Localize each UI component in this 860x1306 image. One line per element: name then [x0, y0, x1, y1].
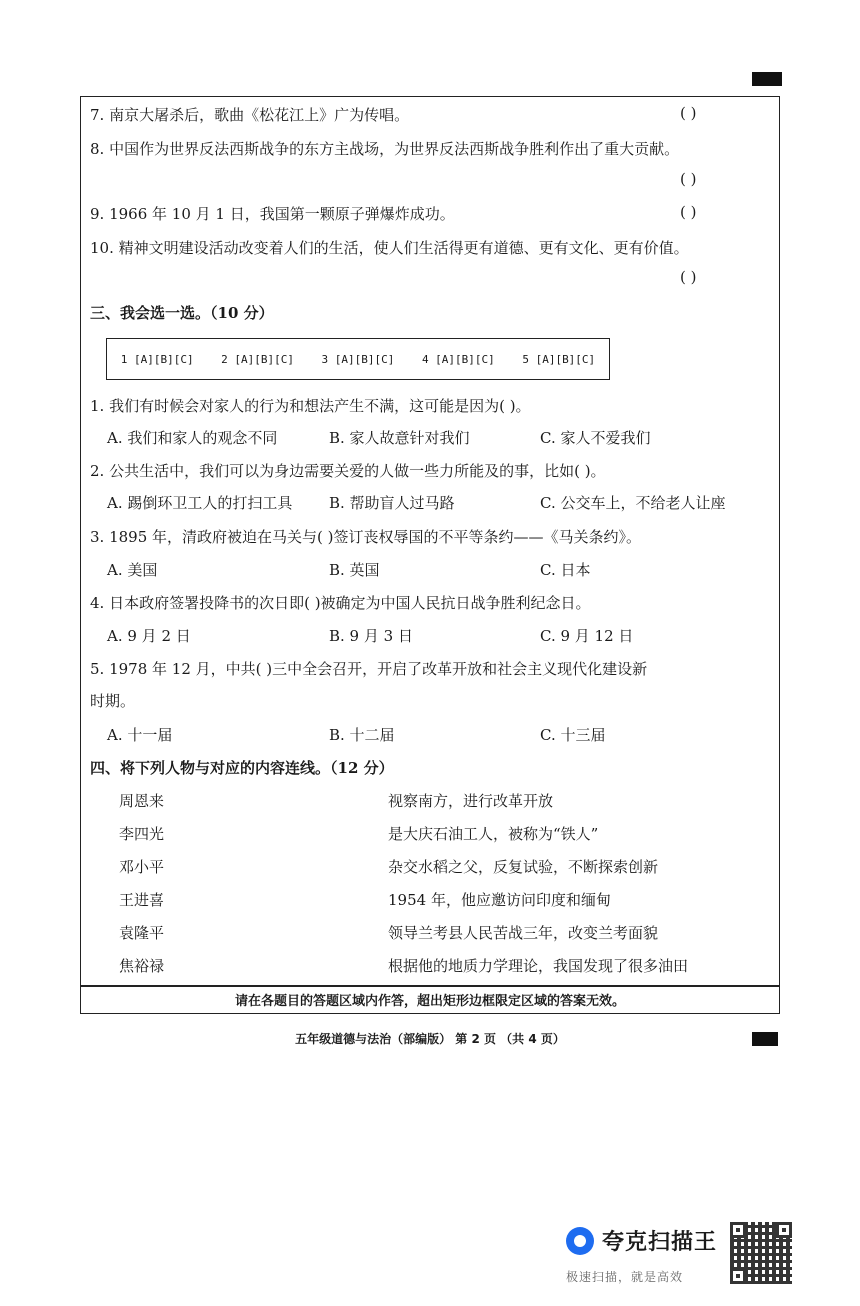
judge-item-8: 8. 中国作为世界反法西斯战争的东方主战场，为世界反法西斯战争胜利作出了重大贡献。	[90, 140, 680, 158]
person-name[interactable]: 王进喜	[119, 891, 165, 909]
choice-question-1: 1. 我们有时候会对家人的行为和想法产生不满，这可能是因为( )。	[90, 397, 531, 415]
choice-question-4: 4. 日本政府签署投降书的次日即( )被确定为中国人民抗日战争胜利纪念日。	[90, 594, 591, 612]
match-description[interactable]: 1954 年，他应邀访问印度和缅甸	[388, 891, 611, 909]
choice-question-5: 5. 1978 年 12 月，中共( )三中全会召开，开启了改革开放和社会主义现代化建设新	[90, 660, 648, 678]
answer-paren-9[interactable]: ( )	[680, 203, 697, 221]
judge-item-9: 9. 1966 年 10 月 1 日，我国第一颗原子弹爆炸成功。	[90, 205, 455, 223]
watermark-brand-name: 夸克扫描王	[602, 1230, 718, 1255]
choice-option: A. 9 月 2 日	[107, 627, 191, 645]
match-description[interactable]: 杂交水稻之父，反复试验，不断探索创新	[388, 858, 659, 876]
page-footer: 五年级道德与法治（部编版） 第 2 页 （共 4 页）	[295, 1032, 565, 1046]
choice-question-5-continued: 时期。	[90, 692, 136, 710]
notice-divider	[80, 985, 780, 987]
judge-item-7: 7. 南京大屠杀后，歌曲《松花江上》广为传唱。	[90, 106, 410, 124]
choice-option: C. 公交车上，不给老人让座	[540, 494, 726, 512]
scanner-watermark	[566, 1225, 717, 1256]
choice-option: A. 踢倒环卫工人的打扫工具	[107, 494, 293, 512]
choice-option: B. 帮助盲人过马路	[329, 494, 455, 512]
match-description[interactable]: 领导兰考县人民苦战三年，改变兰考面貌	[388, 924, 659, 942]
match-description[interactable]: 根据他的地质力学理论，我国发现了很多油田	[388, 957, 689, 975]
alignment-marker-top	[752, 72, 782, 86]
person-name[interactable]: 李四光	[119, 825, 165, 843]
choice-option: C. 十三届	[540, 726, 606, 744]
choice-question-2: 2. 公共生活中，我们可以为身边需要关爱的人做一些力所能及的事，比如( )。	[90, 462, 606, 480]
answer-sheet-box	[106, 338, 610, 380]
choice-option: C. 日本	[540, 561, 591, 579]
watermark-slogan: 极速扫描，就是高效	[566, 1270, 684, 1284]
choice-option: B. 英国	[329, 561, 380, 579]
qr-code-icon	[730, 1222, 792, 1284]
match-description[interactable]: 是大庆石油工人，被称为“铁人”	[388, 825, 599, 843]
answer-sheet-item-2[interactable]: 2 [A][B][C]	[221, 352, 295, 366]
answer-sheet-item-5[interactable]: 5 [A][B][C]	[522, 352, 596, 366]
choice-option: B. 9 月 3 日	[329, 627, 413, 645]
person-name[interactable]: 焦裕禄	[119, 957, 165, 975]
choice-option: A. 我们和家人的观念不同	[107, 429, 278, 447]
choice-option: A. 十一届	[107, 726, 173, 744]
choice-option: B. 十二届	[329, 726, 395, 744]
choice-question-3: 3. 1895 年，清政府被迫在马关与( )签订丧权辱国的不平等条约——《马关条约》。	[90, 528, 641, 546]
answer-paren-8[interactable]: ( )	[680, 170, 697, 188]
answer-sheet-item-3[interactable]: 3 [A][B][C]	[321, 352, 395, 366]
answer-sheet-item-1[interactable]: 1 [A][B][C]	[120, 352, 194, 366]
choice-option: A. 美国	[107, 561, 158, 579]
choice-option: C. 9 月 12 日	[540, 627, 634, 645]
person-name[interactable]: 周恩来	[119, 792, 165, 810]
answer-sheet-item-4[interactable]: 4 [A][B][C]	[421, 352, 495, 366]
quark-logo-icon	[566, 1227, 594, 1255]
match-description[interactable]: 视察南方，进行改革开放	[388, 792, 554, 810]
person-name[interactable]: 袁隆平	[119, 924, 165, 942]
person-name[interactable]: 邓小平	[119, 858, 165, 876]
judge-item-10: 10. 精神文明建设活动改变着人们的生活，使人们生活得更有道德、更有文化、更有价值。	[90, 239, 689, 257]
choice-option: C. 家人不爱我们	[540, 429, 651, 447]
choice-option: B. 家人故意针对我们	[329, 429, 470, 447]
answer-area-notice: 请在各题目的答题区域内作答，超出矩形边框限定区域的答案无效。	[234, 994, 625, 1009]
section-3-title: 三、我会选一选。（10 分）	[90, 304, 274, 322]
answer-paren-10[interactable]: ( )	[680, 268, 697, 286]
section-4-title: 四、将下列人物与对应的内容连线。（12 分）	[90, 759, 394, 777]
answer-paren-7[interactable]: ( )	[680, 104, 697, 122]
